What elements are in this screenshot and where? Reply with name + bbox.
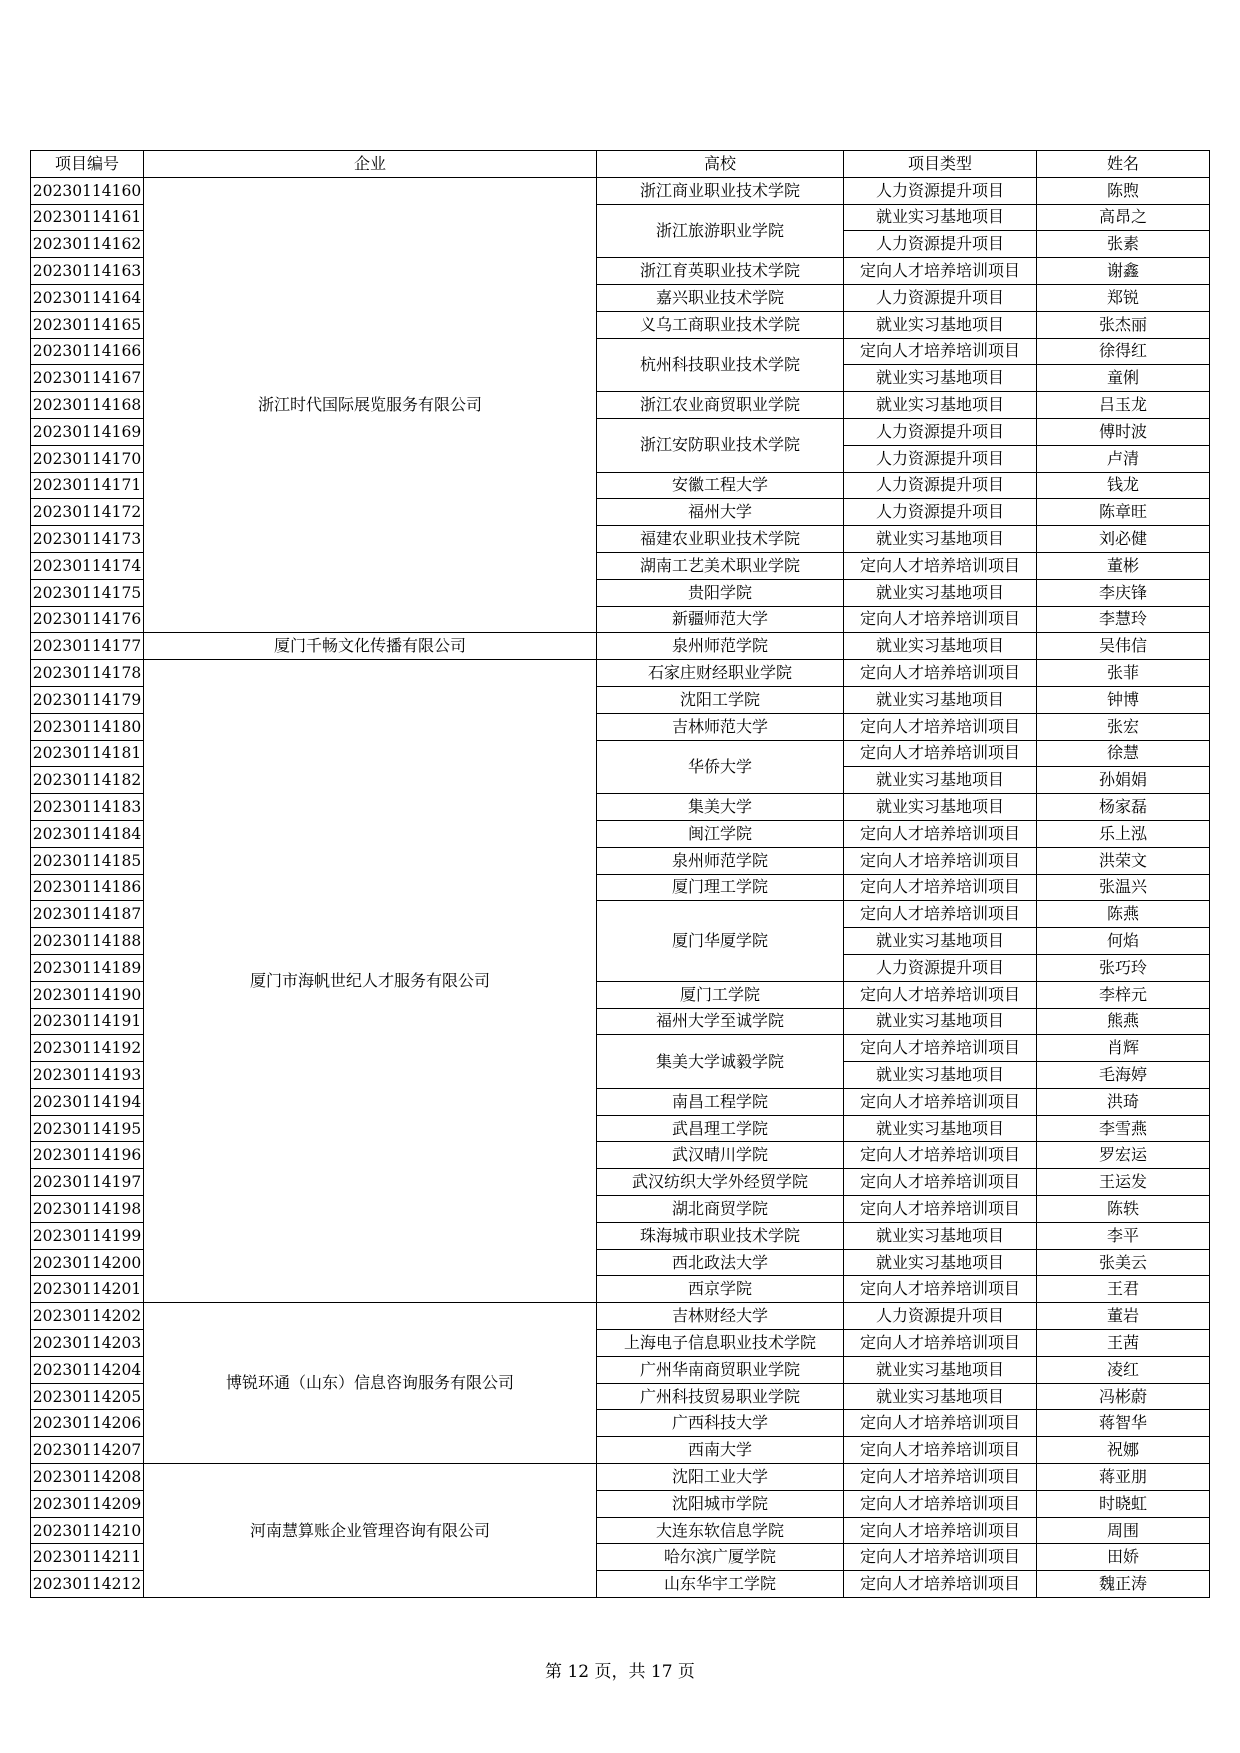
project-id-cell: 20230114203 [31, 1330, 144, 1357]
university-cell: 大连东软信息学院 [597, 1517, 844, 1544]
project-id-cell: 20230114175 [31, 579, 144, 606]
project-id-cell: 20230114196 [31, 1142, 144, 1169]
project-id-cell: 20230114204 [31, 1356, 144, 1383]
university-cell: 浙江育英职业技术学院 [597, 258, 844, 285]
university-cell: 浙江商业职业技术学院 [597, 177, 844, 204]
project-id-cell: 20230114161 [31, 204, 144, 231]
name-cell: 李平 [1037, 1222, 1210, 1249]
project-type-cell: 人力资源提升项目 [844, 472, 1037, 499]
project-type-cell: 定向人才培养培训项目 [844, 338, 1037, 365]
project-type-cell: 定向人才培养培训项目 [844, 660, 1037, 687]
university-cell: 义乌工商职业技术学院 [597, 311, 844, 338]
project-type-cell: 人力资源提升项目 [844, 445, 1037, 472]
project-type-cell: 就业实习基地项目 [844, 794, 1037, 821]
header-project-id: 项目编号 [31, 151, 144, 178]
name-cell: 吴伟信 [1037, 633, 1210, 660]
project-id-cell: 20230114172 [31, 499, 144, 526]
name-cell: 高昂之 [1037, 204, 1210, 231]
project-id-cell: 20230114210 [31, 1517, 144, 1544]
project-id-cell: 20230114168 [31, 392, 144, 419]
university-cell: 嘉兴职业技术学院 [597, 284, 844, 311]
project-id-cell: 20230114211 [31, 1544, 144, 1571]
university-cell: 湖南工艺美术职业学院 [597, 552, 844, 579]
university-cell: 哈尔滨广厦学院 [597, 1544, 844, 1571]
university-cell: 杭州科技职业技术学院 [597, 338, 844, 392]
project-id-cell: 20230114166 [31, 338, 144, 365]
project-type-cell: 就业实习基地项目 [844, 526, 1037, 553]
project-id-cell: 20230114167 [31, 365, 144, 392]
university-cell: 厦门华厦学院 [597, 901, 844, 981]
university-cell: 安徽工程大学 [597, 472, 844, 499]
university-cell: 集美大学诚毅学院 [597, 1035, 844, 1089]
university-cell: 石家庄财经职业学院 [597, 660, 844, 687]
name-cell: 乐上泓 [1037, 820, 1210, 847]
university-cell: 广西科技大学 [597, 1410, 844, 1437]
project-type-cell: 就业实习基地项目 [844, 928, 1037, 955]
project-id-cell: 20230114201 [31, 1276, 144, 1303]
university-cell: 沈阳城市学院 [597, 1490, 844, 1517]
table-row [31, 660, 1210, 687]
name-cell: 孙娟娟 [1037, 767, 1210, 794]
project-type-cell: 就业实习基地项目 [844, 1249, 1037, 1276]
university-cell: 南昌工程学院 [597, 1088, 844, 1115]
university-cell: 泉州师范学院 [597, 847, 844, 874]
university-cell: 广州科技贸易职业学院 [597, 1383, 844, 1410]
name-cell: 洪荣文 [1037, 847, 1210, 874]
project-id-cell: 20230114183 [31, 794, 144, 821]
project-type-cell: 人力资源提升项目 [844, 284, 1037, 311]
table-row [31, 177, 1210, 204]
project-id-cell: 20230114191 [31, 1008, 144, 1035]
project-type-cell: 就业实习基地项目 [844, 767, 1037, 794]
project-id-cell: 20230114174 [31, 552, 144, 579]
project-id-cell: 20230114194 [31, 1088, 144, 1115]
name-cell: 董岩 [1037, 1303, 1210, 1330]
name-cell: 魏正涛 [1037, 1571, 1210, 1598]
project-type-cell: 就业实习基地项目 [844, 686, 1037, 713]
name-cell: 吕玉龙 [1037, 392, 1210, 419]
university-cell: 福建农业职业技术学院 [597, 526, 844, 553]
project-type-cell: 定向人才培养培训项目 [844, 874, 1037, 901]
university-cell: 福州大学至诚学院 [597, 1008, 844, 1035]
project-id-cell: 20230114162 [31, 231, 144, 258]
name-cell: 洪琦 [1037, 1088, 1210, 1115]
university-cell: 沈阳工业大学 [597, 1464, 844, 1491]
project-id-cell: 20230114193 [31, 1062, 144, 1089]
project-type-cell: 就业实习基地项目 [844, 1222, 1037, 1249]
name-cell: 钟博 [1037, 686, 1210, 713]
project-type-cell: 人力资源提升项目 [844, 418, 1037, 445]
project-type-cell: 就业实习基地项目 [844, 1115, 1037, 1142]
name-cell: 田娇 [1037, 1544, 1210, 1571]
name-cell: 陈燕 [1037, 901, 1210, 928]
project-type-cell: 定向人才培养培训项目 [844, 1490, 1037, 1517]
table-row [31, 1303, 1210, 1330]
university-cell: 华侨大学 [597, 740, 844, 794]
project-id-cell: 20230114182 [31, 767, 144, 794]
project-id-cell: 20230114206 [31, 1410, 144, 1437]
project-id-cell: 20230114186 [31, 874, 144, 901]
project-type-cell: 定向人才培养培训项目 [844, 1571, 1037, 1598]
university-cell: 浙江农业商贸职业学院 [597, 392, 844, 419]
project-type-cell: 人力资源提升项目 [844, 231, 1037, 258]
university-cell: 上海电子信息职业技术学院 [597, 1330, 844, 1357]
project-type-cell: 定向人才培养培训项目 [844, 552, 1037, 579]
name-cell: 杨家磊 [1037, 794, 1210, 821]
project-type-cell: 定向人才培养培训项目 [844, 901, 1037, 928]
project-type-cell: 定向人才培养培训项目 [844, 1142, 1037, 1169]
university-cell: 浙江安防职业技术学院 [597, 418, 844, 472]
table-body [31, 177, 1210, 1597]
project-id-cell: 20230114199 [31, 1222, 144, 1249]
project-id-cell: 20230114208 [31, 1464, 144, 1491]
project-id-cell: 20230114169 [31, 418, 144, 445]
university-cell: 吉林师范大学 [597, 713, 844, 740]
name-cell: 徐慧 [1037, 740, 1210, 767]
company-cell: 厦门市海帆世纪人才服务有限公司 [144, 660, 597, 1303]
project-type-cell: 定向人才培养培训项目 [844, 1437, 1037, 1464]
name-cell: 张宏 [1037, 713, 1210, 740]
company-cell: 博锐环通（山东）信息咨询服务有限公司 [144, 1303, 597, 1464]
university-cell: 闽江学院 [597, 820, 844, 847]
name-cell: 李慧玲 [1037, 606, 1210, 633]
name-cell: 陈煦 [1037, 177, 1210, 204]
name-cell: 何焰 [1037, 928, 1210, 955]
project-type-cell: 定向人才培养培训项目 [844, 1464, 1037, 1491]
header-project-type: 项目类型 [844, 151, 1037, 178]
project-type-cell: 就业实习基地项目 [844, 311, 1037, 338]
project-id-cell: 20230114178 [31, 660, 144, 687]
name-cell: 刘必健 [1037, 526, 1210, 553]
name-cell: 张温兴 [1037, 874, 1210, 901]
name-cell: 张巧玲 [1037, 954, 1210, 981]
project-id-cell: 20230114180 [31, 713, 144, 740]
name-cell: 徐得红 [1037, 338, 1210, 365]
name-cell: 王君 [1037, 1276, 1210, 1303]
name-cell: 钱龙 [1037, 472, 1210, 499]
name-cell: 凌红 [1037, 1356, 1210, 1383]
project-type-cell: 人力资源提升项目 [844, 1303, 1037, 1330]
name-cell: 王运发 [1037, 1169, 1210, 1196]
name-cell: 童俐 [1037, 365, 1210, 392]
name-cell: 周围 [1037, 1517, 1210, 1544]
university-cell: 武汉晴川学院 [597, 1142, 844, 1169]
university-cell: 广州华南商贸职业学院 [597, 1356, 844, 1383]
university-cell: 吉林财经大学 [597, 1303, 844, 1330]
project-type-cell: 定向人才培养培训项目 [844, 713, 1037, 740]
company-cell: 厦门千畅文化传播有限公司 [144, 633, 597, 660]
project-id-cell: 20230114160 [31, 177, 144, 204]
project-type-cell: 就业实习基地项目 [844, 1062, 1037, 1089]
project-type-cell: 定向人才培养培训项目 [844, 847, 1037, 874]
project-type-cell: 定向人才培养培训项目 [844, 1035, 1037, 1062]
university-cell: 福州大学 [597, 499, 844, 526]
project-id-cell: 20230114189 [31, 954, 144, 981]
name-cell: 王茜 [1037, 1330, 1210, 1357]
project-type-cell: 定向人才培养培训项目 [844, 606, 1037, 633]
project-id-cell: 20230114164 [31, 284, 144, 311]
name-cell: 罗宏运 [1037, 1142, 1210, 1169]
project-type-cell: 定向人才培养培训项目 [844, 1330, 1037, 1357]
project-type-cell: 就业实习基地项目 [844, 633, 1037, 660]
name-cell: 陈章旺 [1037, 499, 1210, 526]
page-footer: 第 12 页，共 17 页 [545, 1662, 695, 1682]
name-cell: 李梓元 [1037, 981, 1210, 1008]
project-type-cell: 定向人才培养培训项目 [844, 1276, 1037, 1303]
name-cell: 郑锐 [1037, 284, 1210, 311]
project-type-cell: 就业实习基地项目 [844, 392, 1037, 419]
name-cell: 毛海婷 [1037, 1062, 1210, 1089]
project-type-cell: 定向人才培养培训项目 [844, 740, 1037, 767]
project-id-cell: 20230114197 [31, 1169, 144, 1196]
header-name: 姓名 [1037, 151, 1210, 178]
project-type-cell: 就业实习基地项目 [844, 365, 1037, 392]
project-table [30, 150, 1210, 1598]
name-cell: 李雪燕 [1037, 1115, 1210, 1142]
project-id-cell: 20230114207 [31, 1437, 144, 1464]
project-id-cell: 20230114209 [31, 1490, 144, 1517]
university-cell: 湖北商贸学院 [597, 1196, 844, 1223]
name-cell: 熊燕 [1037, 1008, 1210, 1035]
project-type-cell: 就业实习基地项目 [844, 579, 1037, 606]
name-cell: 张杰丽 [1037, 311, 1210, 338]
name-cell: 时晓虹 [1037, 1490, 1210, 1517]
university-cell: 贵阳学院 [597, 579, 844, 606]
name-cell: 李庆锋 [1037, 579, 1210, 606]
project-id-cell: 20230114192 [31, 1035, 144, 1062]
university-cell: 厦门理工学院 [597, 874, 844, 901]
project-type-cell: 定向人才培养培训项目 [844, 820, 1037, 847]
university-cell: 西南大学 [597, 1437, 844, 1464]
project-id-cell: 20230114188 [31, 928, 144, 955]
project-id-cell: 20230114202 [31, 1303, 144, 1330]
name-cell: 卢清 [1037, 445, 1210, 472]
university-cell: 西北政法大学 [597, 1249, 844, 1276]
project-id-cell: 20230114177 [31, 633, 144, 660]
project-type-cell: 定向人才培养培训项目 [844, 1169, 1037, 1196]
project-id-cell: 20230114185 [31, 847, 144, 874]
project-id-cell: 20230114184 [31, 820, 144, 847]
project-type-cell: 定向人才培养培训项目 [844, 258, 1037, 285]
project-type-cell: 就业实习基地项目 [844, 1356, 1037, 1383]
name-cell: 冯彬蔚 [1037, 1383, 1210, 1410]
university-cell: 武昌理工学院 [597, 1115, 844, 1142]
university-cell: 西京学院 [597, 1276, 844, 1303]
university-cell: 山东华宇工学院 [597, 1571, 844, 1598]
project-id-cell: 20230114181 [31, 740, 144, 767]
name-cell: 陈轶 [1037, 1196, 1210, 1223]
name-cell: 谢鑫 [1037, 258, 1210, 285]
project-type-cell: 定向人才培养培训项目 [844, 981, 1037, 1008]
company-cell: 浙江时代国际展览服务有限公司 [144, 177, 597, 633]
university-cell: 新疆师范大学 [597, 606, 844, 633]
table-header-row [31, 151, 1210, 178]
project-id-cell: 20230114212 [31, 1571, 144, 1598]
project-id-cell: 20230114171 [31, 472, 144, 499]
university-cell: 浙江旅游职业学院 [597, 204, 844, 258]
project-type-cell: 定向人才培养培训项目 [844, 1088, 1037, 1115]
table-row [31, 633, 1210, 660]
name-cell: 蒋亚朋 [1037, 1464, 1210, 1491]
project-type-cell: 定向人才培养培训项目 [844, 1517, 1037, 1544]
project-id-cell: 20230114195 [31, 1115, 144, 1142]
university-cell: 武汉纺织大学外经贸学院 [597, 1169, 844, 1196]
project-id-cell: 20230114179 [31, 686, 144, 713]
name-cell: 蒋智华 [1037, 1410, 1210, 1437]
name-cell: 傅时波 [1037, 418, 1210, 445]
project-type-cell: 就业实习基地项目 [844, 1008, 1037, 1035]
project-type-cell: 就业实习基地项目 [844, 1383, 1037, 1410]
project-id-cell: 20230114205 [31, 1383, 144, 1410]
name-cell: 张菲 [1037, 660, 1210, 687]
header-university: 高校 [597, 151, 844, 178]
project-id-cell: 20230114200 [31, 1249, 144, 1276]
name-cell: 肖辉 [1037, 1035, 1210, 1062]
project-id-cell: 20230114190 [31, 981, 144, 1008]
project-id-cell: 20230114198 [31, 1196, 144, 1223]
university-cell: 泉州师范学院 [597, 633, 844, 660]
project-id-cell: 20230114163 [31, 258, 144, 285]
project-type-cell: 定向人才培养培训项目 [844, 1410, 1037, 1437]
university-cell: 集美大学 [597, 794, 844, 821]
project-id-cell: 20230114187 [31, 901, 144, 928]
project-id-cell: 20230114176 [31, 606, 144, 633]
project-type-cell: 就业实习基地项目 [844, 204, 1037, 231]
name-cell: 董彬 [1037, 552, 1210, 579]
name-cell: 祝娜 [1037, 1437, 1210, 1464]
university-cell: 沈阳工学院 [597, 686, 844, 713]
name-cell: 张素 [1037, 231, 1210, 258]
project-id-cell: 20230114170 [31, 445, 144, 472]
project-id-cell: 20230114173 [31, 526, 144, 553]
header-company: 企业 [144, 151, 597, 178]
university-cell: 厦门工学院 [597, 981, 844, 1008]
table-row [31, 1464, 1210, 1491]
company-cell: 河南慧算账企业管理咨询有限公司 [144, 1464, 597, 1598]
project-id-cell: 20230114165 [31, 311, 144, 338]
project-type-cell: 定向人才培养培训项目 [844, 1196, 1037, 1223]
name-cell: 张美云 [1037, 1249, 1210, 1276]
project-type-cell: 人力资源提升项目 [844, 177, 1037, 204]
project-type-cell: 定向人才培养培训项目 [844, 1544, 1037, 1571]
project-type-cell: 人力资源提升项目 [844, 954, 1037, 981]
university-cell: 珠海城市职业技术学院 [597, 1222, 844, 1249]
project-type-cell: 人力资源提升项目 [844, 499, 1037, 526]
